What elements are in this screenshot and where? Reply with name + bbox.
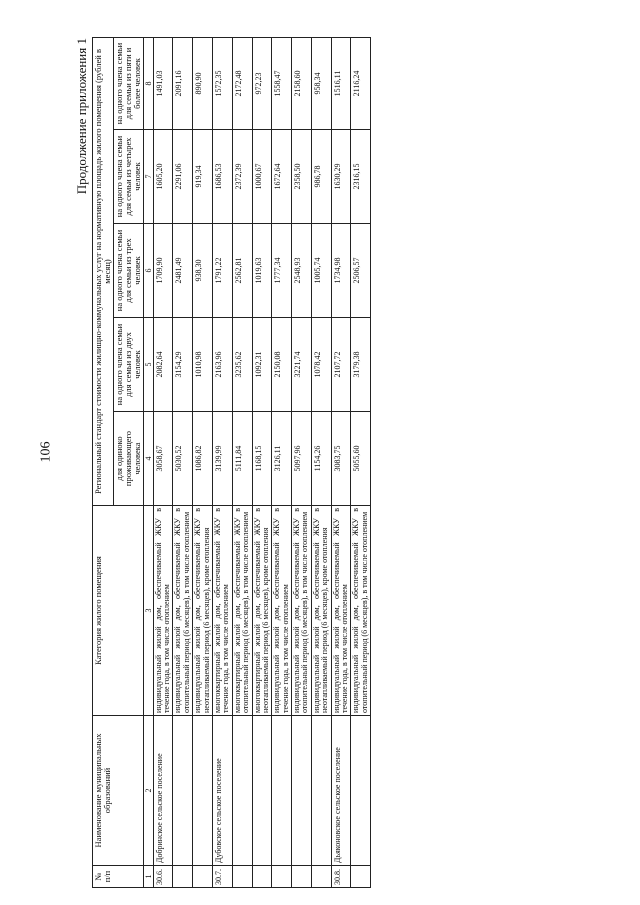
municipality-name bbox=[292, 716, 312, 866]
cost-value: 1019,63 bbox=[252, 224, 272, 318]
housing-category: индивидуальный жилой дом, обеспечиваемый ЖКУ в неотапливаемый период (6 месяцев), кроме отопления bbox=[193, 506, 213, 716]
table-row bbox=[252, 37, 272, 887]
municipality-name: Добринское сельское поселение bbox=[153, 716, 173, 866]
row-number bbox=[351, 866, 371, 888]
cost-value: 1734,98 bbox=[331, 224, 351, 318]
col-number: 5 bbox=[143, 318, 153, 412]
cost-value: 3154,29 bbox=[173, 318, 193, 412]
cost-value: 2116,24 bbox=[351, 37, 371, 129]
cost-value: 2372,39 bbox=[232, 130, 252, 224]
housing-category: индивидуальный жилой дом, обеспечиваемый ЖКУ в течение года, в том числе отоплением bbox=[272, 506, 292, 716]
cost-value: 2316,15 bbox=[351, 130, 371, 224]
housing-category: индивидуальный жилой дом, обеспечиваемый ЖКУ в отопительный период (6 месяцев), в том числе отоплением bbox=[351, 506, 371, 716]
housing-category: многоквартирный жилой дом, обеспечиваемый ЖКУ в неотапливаемый период (6 месяцев), кроме отопления bbox=[252, 506, 272, 716]
table-body bbox=[153, 37, 371, 887]
row-number bbox=[292, 866, 312, 888]
table-row bbox=[331, 37, 351, 887]
cost-value: 2358,50 bbox=[292, 130, 312, 224]
housing-category: индивидуальный жилой дом, обеспечиваемый ЖКУ в неотапливаемый период (6 месяцев), кроме отопления bbox=[311, 506, 331, 716]
cost-value: 2481,49 bbox=[173, 224, 193, 318]
cost-value: 1154,26 bbox=[311, 412, 331, 506]
header-sub: на одного члена семьи для семьи из двух человек bbox=[113, 318, 143, 412]
cost-value: 1168,15 bbox=[252, 412, 272, 506]
page-number: 106 bbox=[38, 441, 54, 463]
header-category: Категория жилого помещения bbox=[93, 506, 144, 716]
continuation-note: Продолжение приложения 1 bbox=[74, 38, 89, 195]
municipality-name: Дубовское сельское поселение bbox=[212, 716, 232, 866]
table-row bbox=[193, 37, 213, 887]
cost-value: 972,23 bbox=[252, 37, 272, 129]
cost-value: 1005,74 bbox=[311, 224, 331, 318]
table-row bbox=[153, 37, 173, 887]
cost-value: 1558,47 bbox=[272, 37, 292, 129]
cost-value: 5111,84 bbox=[232, 412, 252, 506]
row-number bbox=[193, 866, 213, 888]
row-number: 30.7. bbox=[212, 866, 232, 888]
cost-value: 1605,20 bbox=[153, 130, 173, 224]
cost-value: 2158,60 bbox=[292, 37, 312, 129]
housing-category: многоквартирный жилой дом, обеспечиваемый ЖКУ в отопительный период (6 месяцев), в том числе отоплением bbox=[232, 506, 252, 716]
cost-value: 3235,62 bbox=[232, 318, 252, 412]
municipality-name bbox=[193, 716, 213, 866]
table-row bbox=[351, 37, 371, 887]
cost-value: 1010,98 bbox=[193, 318, 213, 412]
cost-value: 2291,06 bbox=[173, 130, 193, 224]
table-row bbox=[311, 37, 331, 887]
tariff-table bbox=[92, 37, 371, 888]
municipality-name bbox=[311, 716, 331, 866]
cost-value: 3139,99 bbox=[212, 412, 232, 506]
cost-value: 5097,96 bbox=[292, 412, 312, 506]
cost-value: 1686,53 bbox=[212, 130, 232, 224]
col-number: 3 bbox=[143, 506, 153, 716]
row-number: 30.6. bbox=[153, 866, 173, 888]
cost-value: 1000,67 bbox=[252, 130, 272, 224]
cost-value: 2506,57 bbox=[351, 224, 371, 318]
cost-value: 1791,22 bbox=[212, 224, 232, 318]
cost-value: 986,78 bbox=[311, 130, 331, 224]
cost-value: 1777,34 bbox=[272, 224, 292, 318]
header-sub: на одного члена семьи для семьи из пяти и более человек bbox=[113, 37, 143, 129]
municipality-name bbox=[252, 716, 272, 866]
cost-value: 1491,03 bbox=[153, 37, 173, 129]
cost-value: 938,30 bbox=[193, 224, 213, 318]
row-number bbox=[232, 866, 252, 888]
municipality-name bbox=[232, 716, 252, 866]
row-number bbox=[252, 866, 272, 888]
table-row bbox=[212, 37, 232, 887]
municipality-name: Дьяконовское сельское поселение bbox=[331, 716, 351, 866]
cost-value: 1709,90 bbox=[153, 224, 173, 318]
cost-value: 3221,74 bbox=[292, 318, 312, 412]
cost-value: 919,34 bbox=[193, 130, 213, 224]
rotated-page-content bbox=[72, 38, 612, 888]
cost-value: 2082,64 bbox=[153, 318, 173, 412]
header-municipality: Наименование муниципальных образований bbox=[93, 716, 144, 866]
header-standard: Региональный стандарт стоимости жилищно-коммунальных услуг на нормативную площадь жилого помещения (рублей в месяц) bbox=[93, 37, 114, 505]
housing-category: индивидуальный жилой дом, обеспечиваемый ЖКУ в отопительный период (6 месяцев), в том числе отоплением bbox=[292, 506, 312, 716]
cost-value: 1086,82 bbox=[193, 412, 213, 506]
header-sub: на одного члена семьи для семьи из четырех человек bbox=[113, 130, 143, 224]
cost-value: 1630,29 bbox=[331, 130, 351, 224]
table-row bbox=[173, 37, 193, 887]
cost-value: 5030,52 bbox=[173, 412, 193, 506]
housing-category: многоквартирный жилой дом, обеспечиваемый ЖКУ в течение года, в том числе отоплением bbox=[212, 506, 232, 716]
cost-value: 2172,48 bbox=[232, 37, 252, 129]
cost-value: 2548,93 bbox=[292, 224, 312, 318]
table-row bbox=[292, 37, 312, 887]
cost-value: 2163,96 bbox=[212, 318, 232, 412]
cost-value: 3083,75 bbox=[331, 412, 351, 506]
cost-value: 5055,60 bbox=[351, 412, 371, 506]
cost-value: 3179,38 bbox=[351, 318, 371, 412]
cost-value: 1078,42 bbox=[311, 318, 331, 412]
col-number: 7 bbox=[143, 130, 153, 224]
cost-value: 890,90 bbox=[193, 37, 213, 129]
cost-value: 3058,67 bbox=[153, 412, 173, 506]
cost-value: 2562,81 bbox=[232, 224, 252, 318]
cost-value: 1516,11 bbox=[331, 37, 351, 129]
cost-value: 2107,72 bbox=[331, 318, 351, 412]
cost-value: 3126,11 bbox=[272, 412, 292, 506]
table-row bbox=[272, 37, 292, 887]
row-number: 30.8. bbox=[331, 866, 351, 888]
col-number: 2 bbox=[143, 716, 153, 866]
municipality-name bbox=[351, 716, 371, 866]
col-number: 1 bbox=[143, 866, 153, 888]
row-number bbox=[311, 866, 331, 888]
header-sub: на одного члена семьи для семьи из трех человек bbox=[113, 224, 143, 318]
cost-value: 958,34 bbox=[311, 37, 331, 129]
table-row bbox=[232, 37, 252, 887]
col-number: 8 bbox=[143, 37, 153, 129]
municipality-name bbox=[272, 716, 292, 866]
cost-value: 1572,35 bbox=[212, 37, 232, 129]
cost-value: 1672,64 bbox=[272, 130, 292, 224]
cost-value: 2150,08 bbox=[272, 318, 292, 412]
header-no: № п/п bbox=[93, 866, 144, 888]
housing-category: индивидуальный жилой дом, обеспечиваемый ЖКУ в течение года, в том числе отоплением bbox=[153, 506, 173, 716]
header-sub: для одиноко проживающего человека bbox=[113, 412, 143, 506]
housing-category: индивидуальный жилой дом, обеспечиваемый ЖКУ в отопительный период (6 месяцев), в том числе отоплением bbox=[173, 506, 193, 716]
row-number bbox=[272, 866, 292, 888]
col-number: 6 bbox=[143, 224, 153, 318]
cost-value: 2091,16 bbox=[173, 37, 193, 129]
col-number: 4 bbox=[143, 412, 153, 506]
cost-value: 1092,31 bbox=[252, 318, 272, 412]
municipality-name bbox=[173, 716, 193, 866]
row-number bbox=[173, 866, 193, 888]
housing-category: индивидуальный жилой дом, обеспечиваемый ЖКУ в течение года, в том числе отоплением bbox=[331, 506, 351, 716]
